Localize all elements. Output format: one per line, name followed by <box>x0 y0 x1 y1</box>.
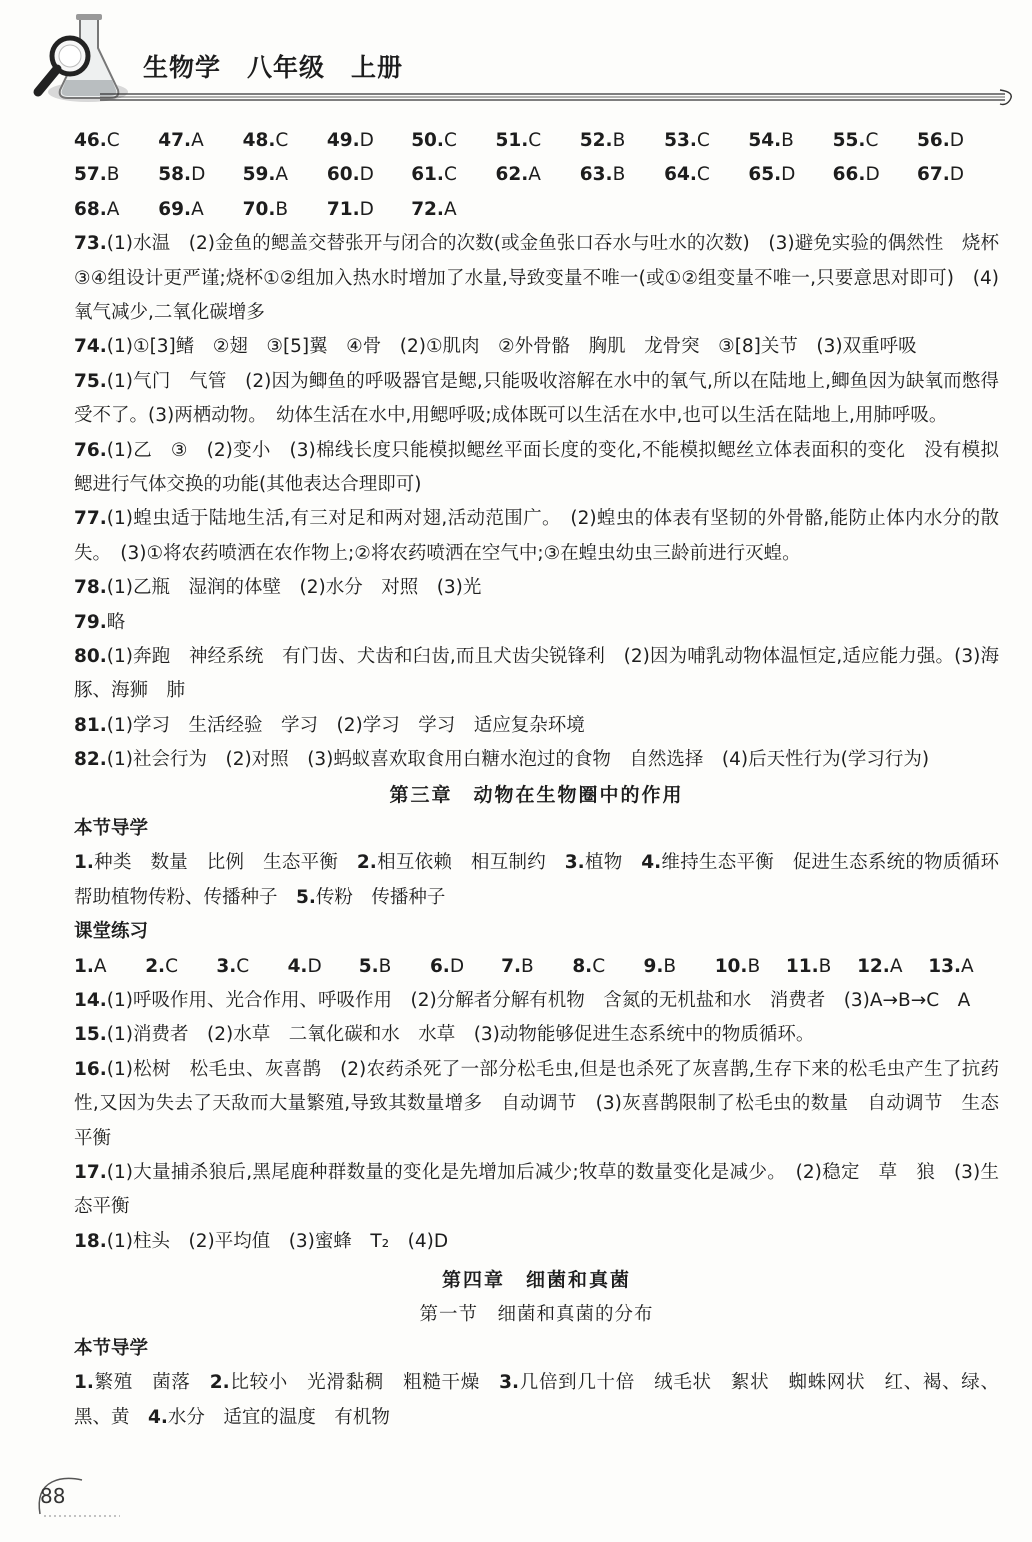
answer-text: 比较小 光滑黏稠 粗糙干燥 <box>229 1372 500 1394</box>
answer-entry <box>748 124 832 158</box>
question-number: 1. <box>74 955 94 977</box>
answer-entry <box>243 158 327 192</box>
answer-text: 水分 适宜的温度 有机物 <box>167 1406 390 1428</box>
guide-answers <box>74 1366 999 1435</box>
answer-text: 植物 <box>584 852 642 874</box>
answer-value: C <box>106 130 120 151</box>
answer-item <box>74 434 999 503</box>
answer-entry <box>216 950 287 984</box>
question-number: 2. <box>356 852 377 874</box>
answer-entry <box>917 124 1001 158</box>
answer-entry <box>917 158 1001 192</box>
answer-value: A <box>528 164 541 186</box>
question-number: 5. <box>358 955 379 977</box>
question-number: 68. <box>74 198 107 220</box>
answer-value: A <box>961 955 974 977</box>
answer-item <box>74 709 999 743</box>
question-number: 50. <box>411 130 444 151</box>
question-number: 9. <box>643 955 664 977</box>
question-number: 18. <box>74 1230 107 1252</box>
answer-text: (1)大量捕杀狼后,黑尾鹿种群数量的变化是先增加后减少;牧草的数量变化是减少。 (2)稳定 草 狼 (3)生态平衡 <box>74 1162 999 1218</box>
question-number: 13. <box>928 955 962 977</box>
question-number: 15. <box>74 1024 107 1046</box>
answer-entry <box>327 124 411 158</box>
question-number: 76. <box>74 439 107 461</box>
question-number: 7. <box>501 955 522 977</box>
answer-value: D <box>359 130 374 151</box>
question-number: 4. <box>641 852 662 874</box>
answer-value: A <box>106 198 120 220</box>
question-number: 77. <box>74 508 107 530</box>
answer-value: C <box>275 130 289 151</box>
answer-text: (1)①[3]鳍 ②翅 ③[5]翼 ④骨 (2)①肌肉 ②外骨骼 胸肌 龙骨突 ③[8]关节 (3)双重呼吸 <box>106 336 917 358</box>
question-number: 63. <box>579 164 613 186</box>
answer-value: B <box>612 164 626 186</box>
question-number: 67. <box>916 164 950 186</box>
section-title: 第一节 细菌和真菌的分布 <box>419 1303 654 1325</box>
answer-entry <box>833 124 917 158</box>
question-number: 3. <box>564 852 585 874</box>
answer-entry <box>74 950 145 984</box>
question-number: 74. <box>74 336 107 358</box>
answer-value: C <box>236 955 250 977</box>
answer-text: (1)气门 气管 (2)因为鲫鱼的呼吸器官是鳃,只能吸收溶解在水中的氧气,所以在陆地上,鲫鱼因为缺氧而憋得受不了。(3)两栖动物。 幼体生活在水中,用鳃呼吸;成体既可以生活在水中,也可以生活在陆地上,用肺呼吸。 <box>74 370 999 427</box>
answer-item <box>74 330 999 364</box>
answer-entry <box>833 158 917 192</box>
question-number: 65. <box>748 164 782 186</box>
question-number: 4. <box>287 955 308 977</box>
header-rule <box>100 88 1015 108</box>
answer-entry <box>430 950 501 984</box>
guide-answers <box>74 846 1018 915</box>
mc-answers <box>74 124 999 227</box>
answer-text: (1)松树 松毛虫、灰喜鹊 (2)农药杀死了一部分松毛虫,但是也杀死了灰喜鹊,生存下来的松毛虫产生了抗药性,又因为失去了天敌而大量繁殖,导致其数量增多 自动调节 (3)灰喜鹊限制了松毛虫的数量 自动调节 生态平衡 <box>74 1058 999 1149</box>
guide-heading: 本节导学 <box>74 1338 149 1360</box>
answer-value: D <box>949 130 964 151</box>
answer-item <box>74 1053 999 1156</box>
answer-entry <box>158 193 242 227</box>
answer-value: B <box>521 955 534 977</box>
answer-items <box>74 984 999 1259</box>
answer-value: B <box>747 955 761 977</box>
answer-text: (1)消费者 (2)水草 二氧化碳和水 水草 (3)动物能够促进生态系统中的物质循环。 <box>106 1024 815 1046</box>
question-number: 3. <box>499 1372 520 1394</box>
answer-value: D <box>359 198 374 220</box>
answer-value: A <box>443 198 457 220</box>
answer-item <box>74 743 999 777</box>
answer-item <box>74 1156 999 1225</box>
answer-entry <box>715 950 786 984</box>
question-number: 64. <box>664 164 697 186</box>
question-number: 54. <box>748 130 782 151</box>
answer-entry <box>74 124 158 158</box>
answer-text: 相互依赖 相互制约 <box>376 852 565 874</box>
question-number: 4. <box>148 1406 168 1428</box>
answer-entry <box>243 124 327 158</box>
answer-entry <box>580 158 664 192</box>
answer-item <box>74 606 999 640</box>
answer-text: (1)水温 (2)金鱼的鳃盖交替张开与闭合的次数(或金鱼张口吞水与吐水的次数) (3)避免实验的偶然性 烧杯③④组设计更严谨;烧杯①②组加入热水时增加了水量,导致变量不唯一(或①②组变量不唯一,只要意思对即可) (4)氧气减少,二氧化碳增多 <box>74 233 999 323</box>
answer-text: (1)柱头 (2)平均值 (3)蜜蜂 T₂ (4)D <box>106 1230 449 1252</box>
answer-entry <box>288 950 359 984</box>
question-number: 75. <box>74 370 107 392</box>
chapter-title: 第四章 细菌和真菌 <box>441 1269 631 1292</box>
answer-value: D <box>359 164 374 186</box>
question-number: 71. <box>326 198 360 220</box>
answer-entry <box>501 950 572 984</box>
answer-value: A <box>275 164 289 186</box>
answer-text: (1)乙瓶 湿润的体壁 (2)水分 对照 (3)光 <box>106 577 482 599</box>
answer-entry <box>74 193 158 227</box>
answer-entry <box>786 950 857 984</box>
answer-text: (1)乙 ③ (2)变小 (3)棉线长度只能模拟鳃丝平面长度的变化,不能模拟鳃丝立体表面积的变化 没有模拟鳃进行气体交换的功能(其他表达合理即可) <box>74 439 999 496</box>
answer-item <box>74 1225 999 1259</box>
answer-items <box>74 227 999 778</box>
question-number: 11. <box>785 955 819 977</box>
question-number: 49. <box>326 130 360 151</box>
answer-text: (1)学习 生活经验 学习 (2)学习 学习 适应复杂环境 <box>106 714 585 736</box>
answer-value: C <box>528 130 542 151</box>
answer-text: 传粉 传播种子 <box>315 886 446 908</box>
answer-value: A <box>93 955 107 977</box>
answer-value: A <box>191 130 204 151</box>
answer-entry <box>928 950 999 984</box>
answer-value: B <box>781 130 794 151</box>
question-number: 80. <box>74 646 107 668</box>
question-number: 61. <box>411 164 444 186</box>
answer-value: C <box>592 955 606 977</box>
mc-row <box>74 193 999 227</box>
book-title: 生物学 八年级 上册 <box>143 53 404 82</box>
answer-value: A <box>889 955 903 977</box>
question-number: 5. <box>296 886 316 908</box>
answer-entry <box>495 158 579 192</box>
question-number: 57. <box>74 164 107 186</box>
question-number: 69. <box>158 198 192 220</box>
answer-text: 几倍到几十倍 绒毛状 絮状 蜘蛛网状 红、褐、绿、黑、黄 <box>74 1372 999 1428</box>
answer-entry <box>411 158 495 192</box>
question-number: 8. <box>572 955 593 977</box>
page-header <box>0 0 1032 120</box>
answer-text: (1)社会行为 (2)对照 (3)蚂蚁喜欢取食用白糖水泡过的食物 自然选择 (4)后天性行为(学习行为) <box>106 749 930 771</box>
answer-value: D <box>949 164 964 186</box>
question-number: 70. <box>242 198 276 220</box>
question-number: 79. <box>74 611 107 633</box>
answer-value: D <box>449 955 465 977</box>
answer-entry <box>857 950 928 984</box>
mc-answers <box>74 950 999 984</box>
answer-entry <box>243 193 327 227</box>
answer-entry <box>327 193 411 227</box>
answer-item <box>74 640 999 709</box>
answer-value: B <box>378 955 392 977</box>
question-number: 2. <box>145 955 166 977</box>
answer-entry <box>327 158 411 192</box>
answer-value: B <box>612 130 626 151</box>
answer-value: A <box>191 198 204 220</box>
question-number: 53. <box>664 130 697 151</box>
answer-entry <box>145 950 216 984</box>
answer-value: D <box>781 164 796 186</box>
answer-value: D <box>865 164 880 186</box>
question-number: 51. <box>495 130 529 151</box>
question-number: 10. <box>714 955 748 977</box>
question-number: 48. <box>242 130 276 151</box>
question-number: 55. <box>832 130 866 151</box>
question-number: 2. <box>209 1372 230 1394</box>
answer-item <box>74 571 999 605</box>
answer-item <box>74 984 999 1018</box>
question-number: 58. <box>158 164 192 186</box>
question-number: 46. <box>74 130 107 151</box>
answer-item <box>74 365 999 434</box>
answer-entry <box>580 124 664 158</box>
answer-content <box>74 124 1018 1435</box>
question-number: 12. <box>857 955 890 977</box>
question-number: 14. <box>74 990 107 1012</box>
answer-item <box>74 227 999 330</box>
question-number: 60. <box>326 164 360 186</box>
answer-text: (1)呼吸作用、光合作用、呼吸作用 (2)分解者分解有机物 含氮的无机盐和水 消费者 (3)A→B→C A <box>106 990 971 1012</box>
answer-entry <box>411 193 495 227</box>
answer-text: 种类 数量 比例 生态平衡 <box>93 852 357 874</box>
answer-entry <box>158 158 242 192</box>
answer-entry <box>359 950 430 984</box>
answer-value: B <box>106 164 120 186</box>
answer-value: D <box>191 164 206 186</box>
answer-entry <box>644 950 715 984</box>
question-number: 73. <box>74 233 107 255</box>
question-number: 3. <box>216 955 237 977</box>
question-number: 1. <box>74 1372 94 1394</box>
answer-entry <box>74 158 158 192</box>
question-number: 72. <box>411 198 444 220</box>
answer-value: C <box>443 130 457 151</box>
answer-value: C <box>696 130 710 151</box>
answer-entry <box>664 158 748 192</box>
answer-text: (1)奔跑 神经系统 有门齿、犬齿和臼齿,而且犬齿尖锐锋利 (2)因为哺乳动物体温恒定,适应能力强。(3)海豚、海狮 肺 <box>74 646 999 702</box>
answer-item <box>74 502 999 571</box>
question-number: 56. <box>916 130 950 151</box>
answer-text: 维持生态平衡 促进生态系统的物质循环 帮助植物传粉、传播种子 <box>74 852 1018 908</box>
question-number: 62. <box>495 164 529 186</box>
mc-row <box>74 158 999 192</box>
question-number: 17. <box>74 1162 107 1184</box>
page-number: 88 <box>40 1484 66 1508</box>
answer-entry <box>664 124 748 158</box>
answer-text: (1)蝗虫适于陆地生活,有三对足和两对翅,活动范围广。 (2)蝗虫的体表有坚韧的外骨骼,能防止体内水分的散失。 (3)①将农药喷洒在农作物上;②将农药喷洒在空气中;③在蝗虫幼虫三龄前进行灭蝗。 <box>74 508 999 564</box>
chapter-title: 第三章 动物在生物圈中的作用 <box>389 783 684 806</box>
answer-entry <box>495 124 579 158</box>
answer-text: 繁殖 菌落 <box>93 1372 210 1394</box>
answer-value: B <box>275 198 289 220</box>
mc-row <box>74 124 999 158</box>
answer-entry <box>572 950 643 984</box>
answer-entry <box>748 158 832 192</box>
answer-value: C <box>696 164 710 186</box>
answer-item <box>74 1018 999 1052</box>
practice-heading: 课堂练习 <box>74 921 149 943</box>
answer-value: B <box>663 955 677 977</box>
question-number: 81. <box>74 714 107 736</box>
guide-heading: 本节导学 <box>74 818 149 840</box>
answer-value: C <box>165 955 179 977</box>
answer-value: B <box>818 955 832 977</box>
question-number: 66. <box>832 164 866 186</box>
answer-text: 略 <box>106 611 126 633</box>
question-number: 1. <box>74 852 94 874</box>
question-number: 16. <box>74 1058 107 1080</box>
answer-value: C <box>865 130 879 151</box>
answer-value: C <box>443 164 457 186</box>
answer-entry <box>411 124 495 158</box>
question-number: 59. <box>242 164 276 186</box>
question-number: 78. <box>74 577 107 599</box>
answer-value: D <box>307 955 322 977</box>
question-number: 6. <box>429 955 450 977</box>
question-number: 47. <box>158 130 192 151</box>
answer-entry <box>158 124 242 158</box>
question-number: 82. <box>74 749 107 771</box>
question-number: 52. <box>579 130 613 151</box>
